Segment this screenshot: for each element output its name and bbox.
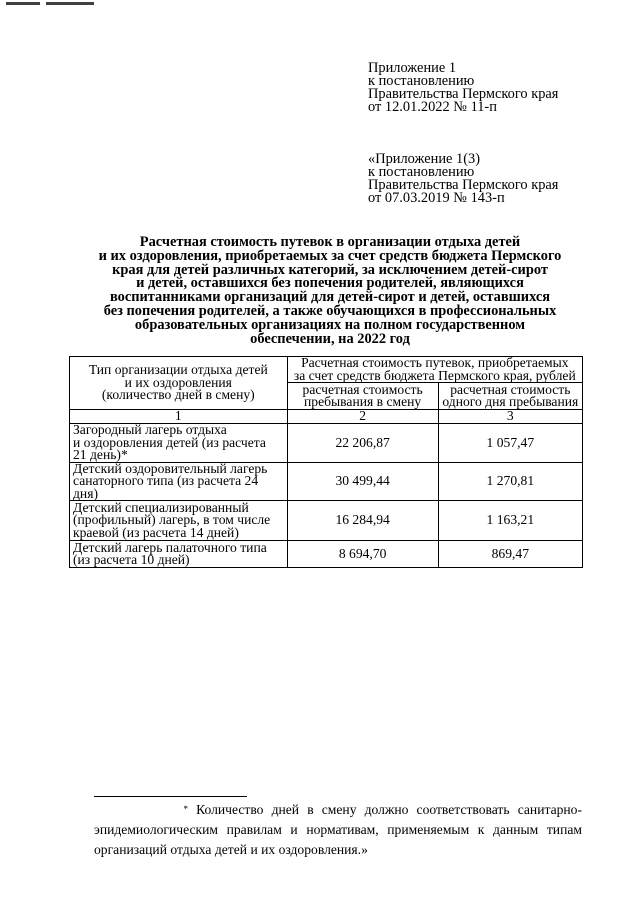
cost-per-day: 1 057,47 bbox=[438, 424, 582, 463]
row-label-line: 21 день)* bbox=[73, 447, 128, 462]
header-text: пребывания в смену bbox=[304, 394, 422, 409]
row-label bbox=[70, 501, 288, 541]
row-label-line: Загородный лагерь отдыха bbox=[73, 422, 227, 437]
document-title bbox=[70, 236, 590, 346]
title-line: и детей, оставшихся без попечения родителей, являющихся bbox=[136, 275, 524, 292]
row-label-line: санаторного типа (из расчета 24 дня) bbox=[73, 473, 259, 501]
row-label bbox=[70, 424, 288, 463]
header-cost-group bbox=[287, 357, 582, 383]
header-per-day bbox=[438, 383, 582, 410]
annex-line: Правительства Пермского края bbox=[368, 86, 559, 102]
row-label-line: Детский оздоровительный лагерь bbox=[73, 460, 268, 476]
table-row bbox=[70, 501, 583, 541]
annex-header-current bbox=[368, 62, 558, 114]
header-text: расчетная стоимость bbox=[450, 381, 571, 397]
annex-line: Приложение 1 bbox=[368, 60, 457, 76]
header-text: (количество дней в смену) bbox=[101, 387, 255, 403]
header-text: за счет средств бюджета Пермского края, рублей bbox=[293, 367, 576, 383]
row-label-line: Детский специализированный bbox=[73, 499, 249, 515]
annex-line: Правительства Пермского края bbox=[368, 177, 559, 193]
footnote-text: Количество дней в смену должно соответствовать санитарно-эпидемиологическим правилам и нормативам, применяемым к данным типам организаций отдыха детей и их оздоровления.» bbox=[94, 802, 583, 857]
row-label-line: и оздоровления детей (из расчета bbox=[73, 434, 266, 450]
annex-header-amended bbox=[368, 153, 558, 205]
row-label-line: (из расчета 10 дней) bbox=[73, 552, 190, 567]
column-number: 3 bbox=[438, 410, 582, 424]
table-row bbox=[70, 424, 583, 463]
title-line: без попечения родителей, а также обучающихся в профессиональных bbox=[103, 302, 557, 319]
cost-per-shift: 16 284,94 bbox=[287, 501, 438, 541]
table-row bbox=[70, 462, 583, 501]
footnote-separator bbox=[94, 796, 247, 797]
header-text: расчетная стоимость bbox=[302, 381, 423, 397]
annex-line: к постановлению bbox=[368, 73, 475, 89]
title-line: воспитанниками организаций для детей-сирот и детей, оставшихся bbox=[109, 289, 551, 306]
annex-line: к постановлению bbox=[368, 164, 475, 180]
row-label-line: краевой (из расчета 14 дней) bbox=[73, 524, 239, 540]
footnote-marker: * bbox=[183, 804, 188, 814]
title-line: края для детей различных категорий, за исключением детей-сирот bbox=[112, 261, 548, 278]
cost-per-shift: 30 499,44 bbox=[287, 462, 438, 501]
cost-per-shift: 22 206,87 bbox=[287, 424, 438, 463]
row-label-line: (профильный) лагерь, в том числе bbox=[73, 512, 271, 528]
row-label-line: Детский лагерь палаточного типа bbox=[73, 539, 267, 555]
header-org-type bbox=[70, 357, 288, 410]
header-per-shift bbox=[287, 383, 438, 410]
header-text: Расчетная стоимость путевок, приобретаемых bbox=[301, 355, 569, 370]
table-row bbox=[70, 541, 583, 568]
title-line: Расчетная стоимость путевок в организации отдыха детей bbox=[139, 234, 521, 250]
title-line: и их оздоровления, приобретаемых за счет средств бюджета Пермского bbox=[98, 247, 562, 264]
cost-per-day: 1 163,21 bbox=[438, 501, 582, 541]
header-text: одного дня пребывания bbox=[442, 394, 579, 409]
row-label bbox=[70, 462, 288, 501]
cost-table bbox=[69, 356, 583, 568]
annex-line: «Приложение 1(3) bbox=[368, 151, 481, 167]
annex-line: от 07.03.2019 № 143-п bbox=[368, 190, 505, 206]
header-text: и их оздоровления bbox=[124, 374, 232, 390]
cost-per-day: 869,47 bbox=[438, 541, 582, 568]
title-line: образовательных организациях на полном государственном bbox=[134, 316, 526, 333]
column-number: 1 bbox=[70, 410, 288, 424]
cost-per-day: 1 270,81 bbox=[438, 462, 582, 501]
column-number: 2 bbox=[287, 410, 438, 424]
scan-artifact-mark bbox=[6, 2, 94, 5]
row-label bbox=[70, 541, 288, 568]
footnote bbox=[94, 800, 582, 860]
annex-line: от 12.01.2022 № 11-п bbox=[368, 99, 497, 115]
header-text: Тип организации отдыха детей bbox=[88, 362, 268, 378]
title-line: обеспечении, на 2022 год bbox=[250, 330, 410, 347]
cost-per-shift: 8 694,70 bbox=[287, 541, 438, 568]
